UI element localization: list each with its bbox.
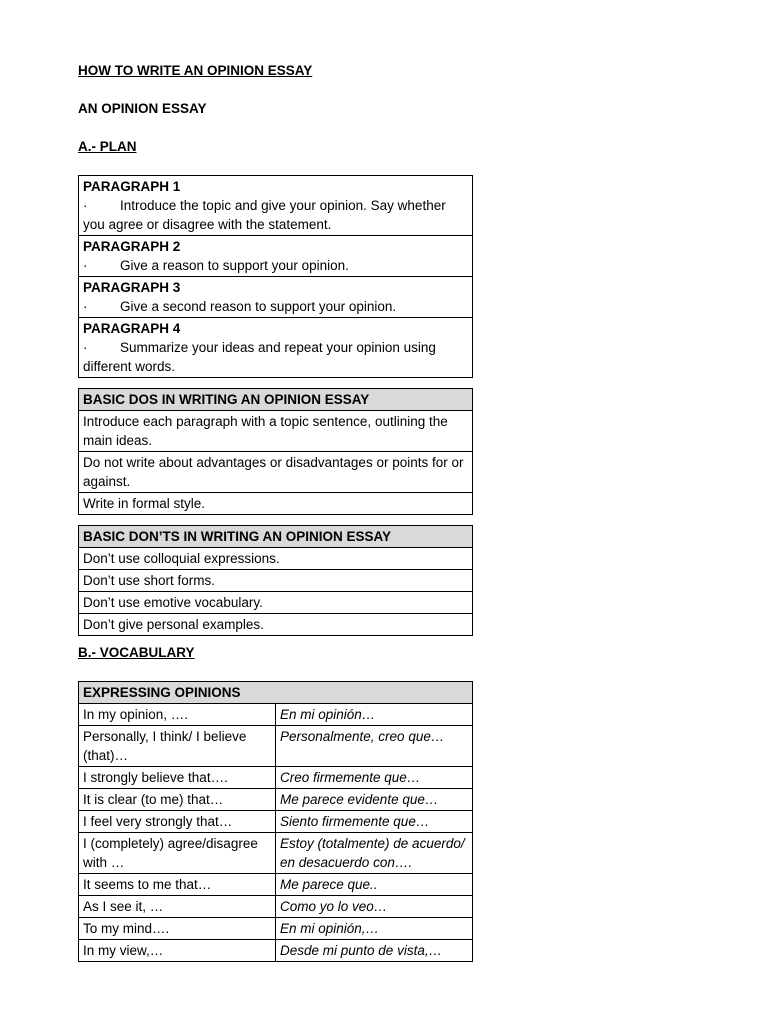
spanish-phrase: Personalmente, creo que… xyxy=(276,726,473,767)
english-phrase: As I see it, … xyxy=(79,896,276,918)
vocabulary-row xyxy=(79,767,473,789)
dos-row: Do not write about advantages or disadvantages or points for or against. xyxy=(79,452,473,493)
spanish-phrase: Estoy (totalmente) de acuerdo/ en desacuerdo con…. xyxy=(276,833,473,874)
plan-row xyxy=(79,176,473,236)
english-phrase: It is clear (to me) that… xyxy=(79,789,276,811)
plan-paragraph-heading: PARAGRAPH 3 xyxy=(83,280,181,295)
english-phrase: It seems to me that… xyxy=(79,874,276,896)
english-phrase: In my opinion, …. xyxy=(79,704,276,726)
donts-table xyxy=(78,525,473,636)
spanish-phrase: Desde mi punto de vista,… xyxy=(276,940,473,962)
bullet: · xyxy=(83,340,88,355)
vocabulary-row xyxy=(79,704,473,726)
spanish-phrase: En mi opinión,… xyxy=(276,918,473,940)
vocabulary-row xyxy=(79,833,473,874)
vocabulary-row xyxy=(79,918,473,940)
section-a-heading: A.- PLAN xyxy=(78,139,137,154)
subtitle: AN OPINION ESSAY xyxy=(78,101,207,116)
english-phrase: I (completely) agree/disagree with … xyxy=(79,833,276,874)
plan-paragraph-text: Summarize your ideas and repeat your opinion using different words. xyxy=(83,340,436,374)
plan-paragraph-text: Give a reason to support your opinion. xyxy=(120,258,349,273)
spanish-phrase: Me parece evidente que… xyxy=(276,789,473,811)
english-phrase: In my view,… xyxy=(79,940,276,962)
bullet: · xyxy=(83,299,88,314)
vocabulary-row xyxy=(79,789,473,811)
donts-row: Don’t use short forms. xyxy=(79,570,473,592)
spanish-phrase: Creo firmemente que… xyxy=(276,767,473,789)
plan-table xyxy=(78,175,473,378)
vocabulary-row xyxy=(79,874,473,896)
vocabulary-row xyxy=(79,940,473,962)
plan-row xyxy=(79,277,473,318)
plan-paragraph-heading: PARAGRAPH 1 xyxy=(83,179,181,194)
spanish-phrase: Me parece que.. xyxy=(276,874,473,896)
section-b-heading: B.- VOCABULARY xyxy=(78,645,195,660)
donts-header: BASIC DON’TS IN WRITING AN OPINION ESSAY xyxy=(79,526,473,548)
vocabulary-row xyxy=(79,811,473,833)
donts-row: Don’t give personal examples. xyxy=(79,614,473,636)
english-phrase: I feel very strongly that… xyxy=(79,811,276,833)
spanish-phrase: Como yo lo veo… xyxy=(276,896,473,918)
dos-header: BASIC DOS IN WRITING AN OPINION ESSAY xyxy=(79,389,473,411)
plan-paragraph-text: Introduce the topic and give your opinion. Say whether you agree or disagree with the statement. xyxy=(83,198,446,232)
donts-row: Don’t use colloquial expressions. xyxy=(79,548,473,570)
dos-table xyxy=(78,388,473,515)
plan-paragraph-heading: PARAGRAPH 4 xyxy=(83,321,181,336)
donts-row: Don’t use emotive vocabulary. xyxy=(79,592,473,614)
bullet: · xyxy=(83,198,88,213)
dos-row: Introduce each paragraph with a topic sentence, outlining the main ideas. xyxy=(79,411,473,452)
english-phrase: To my mind…. xyxy=(79,918,276,940)
plan-row xyxy=(79,318,473,378)
english-phrase: I strongly believe that…. xyxy=(79,767,276,789)
english-phrase: Personally, I think/ I believe (that)… xyxy=(79,726,276,767)
vocabulary-table xyxy=(78,681,473,962)
spanish-phrase: Siento firmemente que… xyxy=(276,811,473,833)
vocabulary-row xyxy=(79,726,473,767)
vocabulary-header: EXPRESSING OPINIONS xyxy=(79,682,473,704)
bullet: · xyxy=(83,258,88,273)
page-title: HOW TO WRITE AN OPINION ESSAY xyxy=(78,63,313,78)
vocabulary-row xyxy=(79,896,473,918)
plan-row xyxy=(79,236,473,277)
plan-paragraph-text: Give a second reason to support your opinion. xyxy=(120,299,397,314)
plan-paragraph-heading: PARAGRAPH 2 xyxy=(83,239,181,254)
spanish-phrase: En mi opinión… xyxy=(276,704,473,726)
dos-row: Write in formal style. xyxy=(79,493,473,515)
